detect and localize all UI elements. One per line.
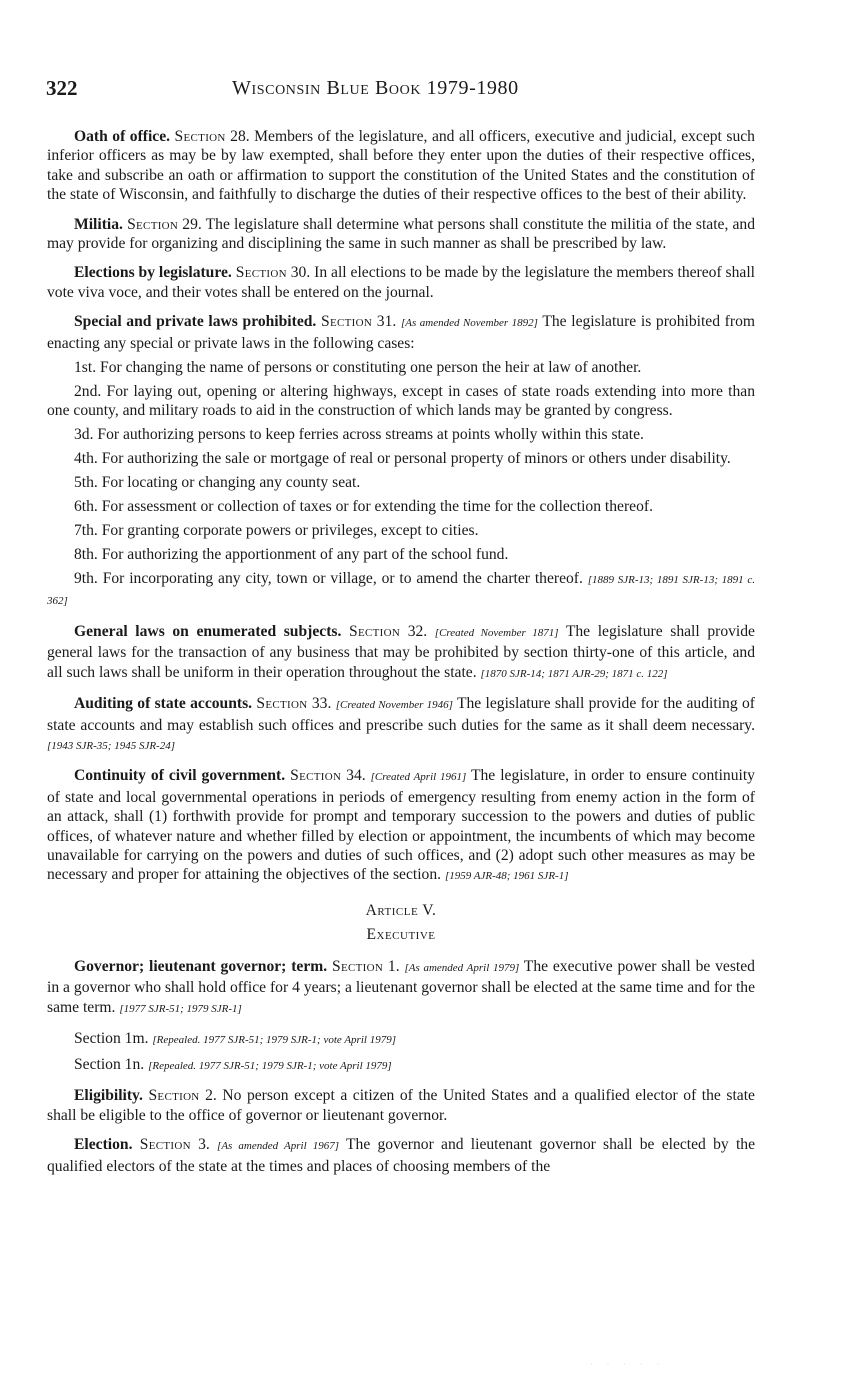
section-heading: Militia. — [74, 215, 123, 233]
section-32 — [47, 622, 755, 684]
section-text: The legislature shall provide general laws for the transaction of any business that may be prohibited by section thirty-one of this article, and all such laws shall be uniform in their operation throughout the state. — [47, 622, 755, 681]
section-heading: Eligibility. — [74, 1087, 143, 1105]
item-label: 8th. — [74, 546, 98, 564]
section-label: Section — [256, 695, 308, 713]
section-heading: General laws on enumerated subjects. — [74, 622, 342, 640]
item-text: For granting corporate powers or privileges, except to cities. — [101, 522, 479, 540]
section-34 — [47, 766, 755, 886]
section-label: Section — [235, 264, 287, 282]
list-item — [47, 521, 755, 540]
section-31 — [47, 312, 755, 353]
section-text: The governor and lieutenant governor shall be elected by the qualified electors of the state at the times and places of choosing members of the — [47, 1136, 755, 1175]
list-item — [47, 569, 755, 612]
amendment-note: [Created April 1961] — [370, 771, 467, 784]
article-section-2 — [47, 1086, 755, 1125]
item-text: For locating or changing any county seat. — [101, 474, 361, 492]
section-heading: Auditing of state accounts. — [74, 695, 253, 713]
legislative-history-note: [1870 SJR-14; 1871 AJR-29; 1871 c. 122] — [480, 667, 668, 680]
article-section-3 — [47, 1135, 755, 1176]
book-title: Wisconsin Blue Book 1979-1980 — [232, 77, 519, 99]
repealed-label: Section 1n. — [74, 1055, 145, 1073]
section-text: No person except a citizen of the United States and a qualified elector of the state shall be eligible to the office of governor or lieutenant governor. — [47, 1087, 755, 1124]
section-number: 3. — [198, 1136, 210, 1154]
section-33 — [47, 694, 755, 756]
section-label: Section — [174, 128, 226, 145]
section-text: Members of the legislature, and all officers, executive and judicial, except such inferior officers as may be by law exempted, shall before they enter upon the duties of their respective offices, take and subscribe an oath or affirmation to support the constitution of the United States and the constitution of the state of Wisconsin, and faithfully to discharge the duties of their respective offices to the best of their ability. — [47, 128, 755, 204]
repealed-note: [Repealed. 1977 SJR-51; 1979 SJR-1; vote April 1979] — [148, 1059, 392, 1072]
faint-scan-marks: · · · · · — [590, 1360, 666, 1369]
section-heading: Continuity of civil government. — [74, 767, 286, 785]
item-label: 2nd. — [74, 382, 102, 400]
section-text: The legislature is prohibited from enacting any special or private laws in the following cases: — [47, 313, 755, 352]
repealed-section-1m — [47, 1029, 755, 1050]
section-number: 2. — [205, 1087, 217, 1105]
section-number: 34. — [346, 767, 366, 785]
article-heading — [47, 901, 755, 945]
section-text: The legislature, in order to ensure continuity of state and local governmental operations in periods of emergency resulting from enemy action in the form of an attack, shall (1) forthwith provide for prompt and temporary succession to the powers and duties of public offices, of whatever nature and whether filled by election or appointment, the incumbents of which may become unavailable for carrying on the powers and duties of such offices, and (2) adopt such other measures as may be necessary and proper for attaining the objectives of the section. — [47, 767, 755, 884]
legislative-history-note: [1943 SJR-35; 1945 SJR-24] — [47, 739, 176, 752]
item-label: 4th. — [74, 450, 98, 468]
item-text: For authorizing the apportionment of any part of the school fund. — [101, 546, 509, 564]
section-29 — [47, 215, 755, 254]
list-item — [47, 358, 755, 377]
list-item — [47, 473, 755, 492]
repealed-note: [Repealed. 1977 SJR-51; 1979 SJR-1; vote April 1979] — [152, 1033, 396, 1046]
item-text: For authorizing the sale or mortgage of real or personal property of minors or others under disability. — [101, 450, 731, 468]
legislative-history-note: [1889 SJR-13; 1891 SJR-13; 1891 c. 362] — [47, 574, 756, 608]
section-number: 33. — [311, 695, 332, 713]
section-label: Section — [290, 767, 342, 785]
legislative-history-note: [1959 AJR-48; 1961 SJR-1] — [444, 870, 569, 883]
section-label: Section — [139, 1136, 191, 1154]
running-head — [46, 76, 766, 106]
amendment-note: [As amended April 1979] — [404, 961, 520, 974]
amendment-note: [Created November 1946] — [335, 699, 453, 712]
section-label: Section — [127, 215, 179, 233]
section-heading: Elections by legislature. — [74, 264, 232, 282]
section-text: In all elections to be made by the legislature the members thereof shall vote viva voce, and their votes shall be entered on the journal. — [47, 264, 755, 301]
item-label: 7th. — [74, 522, 98, 540]
item-text: For laying out, opening or altering highways, except in cases of state roads extending into more than one county, and military roads to aid in the construction of which lands may be granted by congress. — [47, 382, 756, 420]
item-text: For assessment or collection of taxes or for extending the time for the collection thereof. — [101, 498, 653, 516]
article-number: Article V. — [365, 901, 437, 919]
item-label: 9th. — [74, 570, 98, 588]
section-30 — [47, 263, 755, 302]
section-label: Section — [348, 622, 401, 640]
section-number: 30. — [290, 264, 311, 282]
section-number: 32. — [407, 622, 428, 640]
amendment-note: [As amended April 1967] — [217, 1140, 340, 1153]
list-item — [47, 449, 755, 468]
list-item — [47, 545, 755, 564]
section-heading: Election. — [74, 1136, 133, 1154]
section-label: Section — [148, 1087, 200, 1105]
section-heading: Special and private laws prohibited. — [74, 313, 317, 331]
section-number: 31. — [376, 313, 397, 331]
repealed-label: Section 1m. — [74, 1029, 149, 1047]
section-heading: Oath of office. — [74, 128, 171, 145]
section-number: 28. — [230, 128, 250, 145]
section-label: Section — [321, 313, 373, 331]
legislative-history-note: [1977 SJR-51; 1979 SJR-1] — [119, 1002, 242, 1015]
section-number: 1. — [387, 957, 400, 975]
body-text — [47, 127, 755, 1181]
article-title: Executive — [366, 925, 436, 943]
section-28 — [47, 127, 755, 205]
item-text: For incorporating any city, town or village, or to amend the charter thereof. — [102, 570, 583, 588]
section-text: The legislature shall provide for the auditing of state accounts and may establish such offices and prescribe such duties for the same as it shall deem necessary. — [47, 695, 755, 734]
section-number: 29. — [182, 215, 202, 233]
item-label: 3d. — [74, 426, 94, 444]
amendment-note: [Created November 1871] — [434, 626, 559, 639]
item-text: For authorizing persons to keep ferries across streams at points wholly within this state. — [97, 426, 644, 444]
section-text: The executive power shall be vested in a governor who shall hold office for 4 years; a lieutenant governor shall be elected at the same time and for the same term. — [47, 957, 755, 1016]
page-number: 322 — [46, 76, 78, 100]
list-item — [47, 425, 755, 444]
section-text: The legislature shall determine what persons shall constitute the militia of the state, and may provide for organizing and disciplining the same in such manner as shall be prescribed by law. — [47, 215, 755, 253]
article-section-1 — [47, 957, 755, 1019]
item-label: 5th. — [74, 474, 98, 492]
list-item — [47, 497, 755, 516]
list-item — [47, 382, 755, 421]
item-label: 1st. — [74, 358, 97, 376]
repealed-section-1n — [47, 1055, 755, 1076]
section-heading: Governor; lieutenant governor; term. — [74, 957, 328, 975]
item-label: 6th. — [74, 498, 98, 516]
amendment-note: [As amended November 1892] — [400, 317, 538, 330]
section-label: Section — [331, 957, 384, 975]
item-text: For changing the name of persons or constituting one person the heir at law of another. — [100, 358, 642, 376]
